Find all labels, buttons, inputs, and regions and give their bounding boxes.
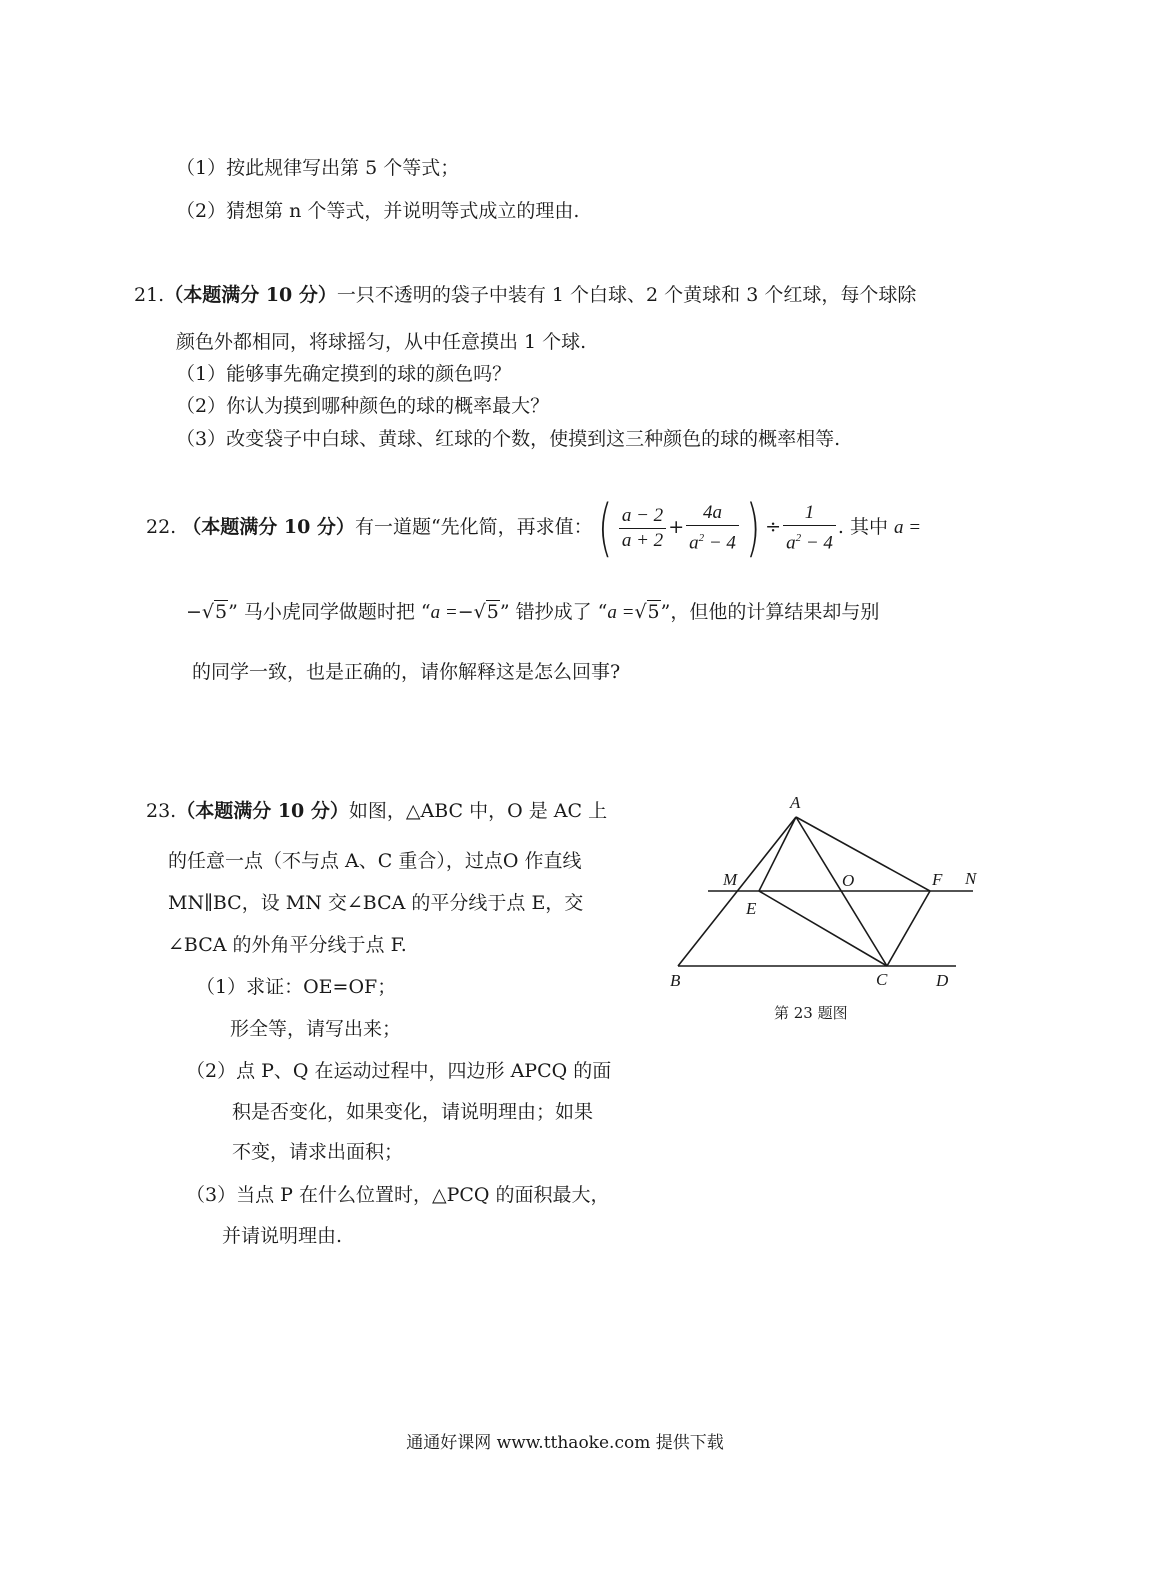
q21-line1	[134, 283, 916, 307]
label-n: N	[965, 869, 977, 888]
label-f: F	[932, 870, 943, 889]
label-m: M	[723, 870, 738, 889]
label-a: A	[790, 793, 801, 812]
label-b: B	[670, 971, 681, 990]
label-e: E	[746, 899, 757, 918]
q21-number: 21.	[134, 284, 165, 306]
label-c: C	[876, 970, 888, 989]
left-paren: (	[597, 491, 613, 564]
label-o: O	[842, 871, 855, 890]
q23-part1: （1）求证：OE=OF；	[196, 976, 397, 998]
q22-line3: 的同学一致，也是正确的，请你解释这是怎么回事?	[192, 661, 621, 683]
q21-text1: 一只不透明的袋子中装有 1 个白球、2 个黄球和 3 个红球，每个球除	[336, 284, 917, 306]
q23-number: 23.	[146, 800, 177, 822]
fraction-1: $\frac{a - 2}{a + 2}$	[619, 504, 666, 553]
q22-intro: 有一道题“先化简，再求值：	[354, 516, 593, 538]
line-ec	[759, 891, 887, 966]
q21-part3: （3）改变袋子中白球、黄球、红球的个数，使摸到这三种颜色的球的概率相等.	[176, 428, 841, 450]
q23-part3b: 并请说明理由.	[222, 1225, 343, 1247]
page-footer: 通通好课网 www.tthaoke.com 提供下载	[406, 1433, 724, 1453]
q23-part1b: 形全等，请写出来；	[230, 1018, 402, 1040]
a-equals: a =	[894, 517, 922, 538]
figure-caption: 第 23 题图	[774, 1004, 848, 1022]
triangle-figure	[666, 788, 986, 1028]
q23-part2c: 不变，请求出面积；	[232, 1141, 404, 1163]
plus-sign: +	[668, 516, 685, 538]
line-af	[796, 817, 930, 891]
q22-line1	[146, 491, 922, 564]
q22-number: 22.	[146, 516, 177, 538]
q23-line4: ∠BCA 的外角平分线于点 F.	[168, 934, 407, 956]
fraction-2: $\frac{4a}{a^2 - 4}$	[686, 501, 739, 555]
q22-score: （本题满分 10 分）	[182, 516, 355, 538]
q23-part2a: （2）点 P、Q 在运动过程中，四边形 APCQ 的面	[186, 1060, 612, 1082]
q22-line2: −√5” 马小虎同学做题时把 “a =−√5” 错抄成了 “a =√5”，但他的计算结果却与别	[186, 601, 880, 623]
q23-part3a: （3）当点 P 在什么位置时，△PCQ 的面积最大，	[186, 1184, 610, 1206]
q21-part2: （2）你认为摸到哪种颜色的球的概率最大？	[176, 395, 550, 417]
fraction-3: $\frac{1}{a^2 - 4}$	[783, 501, 836, 555]
label-d: D	[936, 971, 949, 990]
q21-line2: 颜色外都相同，将球摇匀，从中任意摸出 1 个球.	[176, 331, 587, 353]
q21-part1: （1）能够事先确定摸到的球的颜色吗？	[176, 363, 512, 385]
q21-score: （本题满分 10 分）	[164, 284, 337, 306]
q23-line3: MN∥BC，设 MN 交∠BCA 的平分线于点 E，交	[168, 892, 584, 914]
q20-part1: （1）按此规律写出第 5 个等式；	[176, 157, 460, 179]
q23-line1: 23.（本题满分 10 分）如图，△ABC 中，O 是 AC 上	[146, 800, 608, 822]
q23-score: （本题满分 10 分）	[176, 800, 349, 822]
line-ae	[759, 817, 796, 891]
q23-line2: 的任意一点（不与点 A、C 重合），过点O 作直线	[168, 850, 582, 872]
divide-sign: ÷	[765, 516, 782, 538]
q23-part2b: 积是否变化，如果变化，请说明理由；如果	[232, 1101, 594, 1123]
right-paren: )	[745, 491, 761, 564]
q20-part2: （2）猜想第 n 个等式，并说明等式成立的理由.	[176, 200, 580, 222]
q22-after: . 其中	[837, 516, 888, 538]
line-fc	[887, 891, 930, 966]
sqrt-5: √5	[201, 601, 228, 623]
